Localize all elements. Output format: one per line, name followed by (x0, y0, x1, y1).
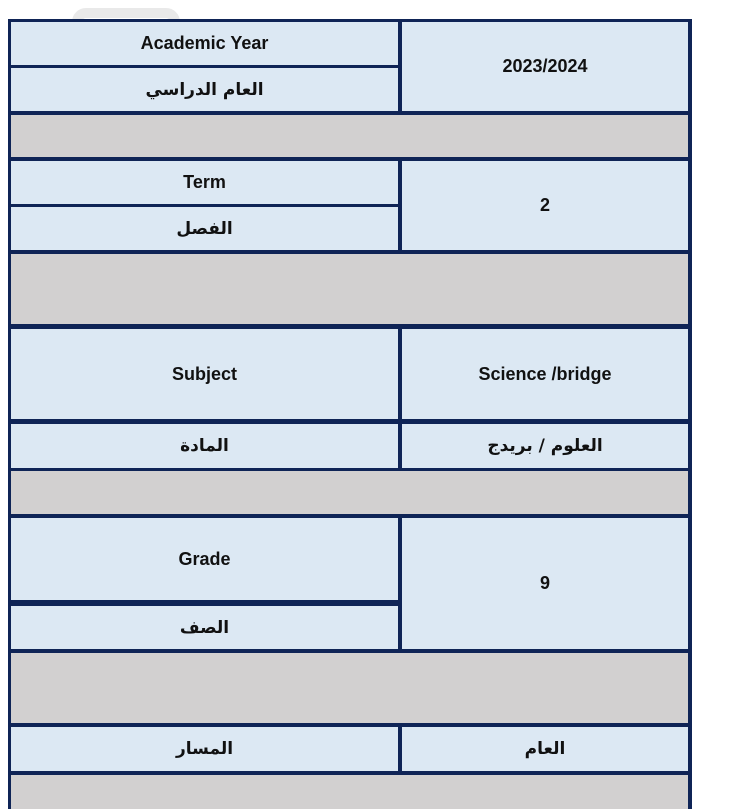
grade-label: Grade (11, 518, 398, 600)
term-value: 2 (402, 161, 688, 250)
term-label: Term (11, 161, 398, 204)
spacer-row (11, 653, 688, 723)
subject-label: Subject (11, 329, 398, 419)
academic-year-value: 2023/2024 (402, 22, 688, 111)
spacer-row (11, 471, 688, 514)
grade-label-ar: الصف (11, 606, 398, 649)
spacer-row (11, 115, 688, 157)
grade-value: 9 (402, 518, 688, 649)
subject-value: Science /bridge (402, 329, 688, 419)
spacer-row (11, 775, 688, 809)
academic-year-label-ar: العام الدراسي (11, 68, 398, 111)
academic-year-label: Academic Year (11, 22, 398, 65)
track-label-ar: المسار (11, 727, 398, 771)
term-label-ar: الفصل (11, 207, 398, 250)
spacer-row (11, 254, 688, 324)
subject-label-ar: المادة (11, 424, 398, 468)
track-value-ar: العام (402, 727, 688, 771)
info-table (8, 19, 692, 809)
subject-value-ar: العلوم / بريدج (402, 424, 688, 468)
